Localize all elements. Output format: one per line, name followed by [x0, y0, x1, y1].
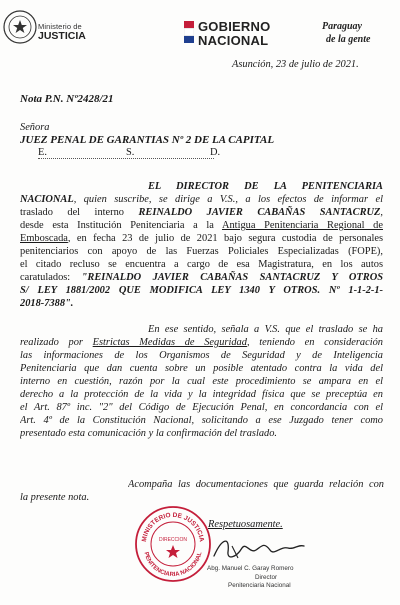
gobierno-logo-icon: [184, 21, 194, 43]
para1-line: 2018-7388".: [20, 298, 74, 309]
para2-line: Penitenciaria que dan cuenta sobre un posible atentado contra la vida del: [20, 363, 383, 374]
slogan-line1: Paraguay: [322, 21, 362, 32]
esd-d: D.: [210, 147, 221, 158]
para2-line: el Art. 87º inc. "2" del Código de Ejecución Penal, en concordancia con el: [20, 402, 383, 413]
para1-line: desde esta Institución Penitenciaria a la Antigua Penitenciaria Regional de: [20, 220, 383, 231]
para2-line: Art. 4º de la Constitución Nacional, solicitando a ese Juzgado tener como: [20, 415, 383, 426]
handwritten-signature: [208, 528, 308, 568]
closing-line1: Acompaña las documentaciones que guarda relación con: [128, 479, 384, 490]
signatory-name: Abg. Manuel C. Garay Romero: [207, 565, 294, 572]
para2-line: las informaciones de los Organismos de Seguridad y de Inteligencia: [20, 350, 383, 361]
svg-text:DIRECCION: DIRECCION: [158, 537, 188, 543]
para2-line: derecho a la protección de la vida y la integridad física que se preceptúa en: [20, 389, 383, 400]
gov-line1: GOBIERNO: [198, 19, 271, 34]
para1-line: el citado recluso se encuentra a cargo de esa Magistratura, en los autos: [20, 259, 383, 270]
para1-line: Emboscada, en fecha 23 de julio de 2021 bajo segura custodia de personales: [20, 233, 383, 244]
para2-line: realizado por Estrictas Medidas de Seguridad, teniendo en consideración: [20, 337, 383, 348]
letterhead: [0, 8, 400, 48]
para1-line: EL DIRECTOR DE LA PENITENCIARIA: [148, 181, 383, 192]
para1-line: caratulados: "REINALDO JAVIER CABAÑAS SANTACRUZ Y OTROS: [20, 272, 383, 283]
signatory-institution: Penitenciaria Nacional: [228, 582, 291, 589]
esd-dotted-rule: [38, 158, 214, 159]
salutation: Señora: [20, 122, 50, 133]
closing-line2: la presente nota.: [20, 492, 90, 503]
gov-line2: NACIONAL: [198, 33, 269, 48]
official-seal-stamp: [134, 505, 212, 583]
addressee-title: JUEZ PENAL DE GARANTIAS Nº 2 DE LA CAPITAL: [20, 134, 275, 146]
para1-line: traslado del interno REINALDO JAVIER CABAÑAS SANTACRUZ,: [20, 207, 383, 218]
ministry-line1: Ministerio de: [38, 22, 82, 31]
svg-text:PENITENCIARIA NACIONAL: PENITENCIARIA NACIONAL: [142, 551, 204, 579]
date-line: Asunción, 23 de julio de 2021.: [232, 59, 359, 70]
sign-off: Respetuosamente.: [208, 519, 283, 530]
ministry-line2: JUSTICIA: [38, 30, 86, 42]
slogan-line2: de la gente: [326, 34, 371, 45]
para1-line: penitenciarios con apoyo de las Fuerzas Policiales Especializadas (FOPE),: [20, 246, 383, 257]
para2-line: En ese sentido, señala a V.S. que el traslado se ha: [148, 324, 383, 335]
note-reference: Nota P.N. Nº2428/21: [20, 93, 114, 105]
signatory-position: Director: [255, 574, 278, 581]
esd-e: E.: [38, 147, 47, 158]
para1-line: S/ LEY 1881/2002 QUE MODIFICA LEY 1340 Y OTROS. Nº 1-1-2-1-: [20, 285, 383, 296]
para1-line: NACIONAL, quien suscribe, se dirige a V.S., a los efectos de informar el: [20, 194, 383, 205]
republic-seal-icon: [3, 10, 37, 44]
esd-s: S.: [126, 147, 135, 158]
para2-line: interno en cuestión, razón por la cual este procedimiento se ampara en el: [20, 376, 383, 387]
svg-text:MINISTERIO DE JUSTICIA: MINISTERIO DE JUSTICIA: [141, 511, 205, 543]
para2-line: presentado esta comunicación y la confirmación del traslado.: [20, 428, 278, 439]
